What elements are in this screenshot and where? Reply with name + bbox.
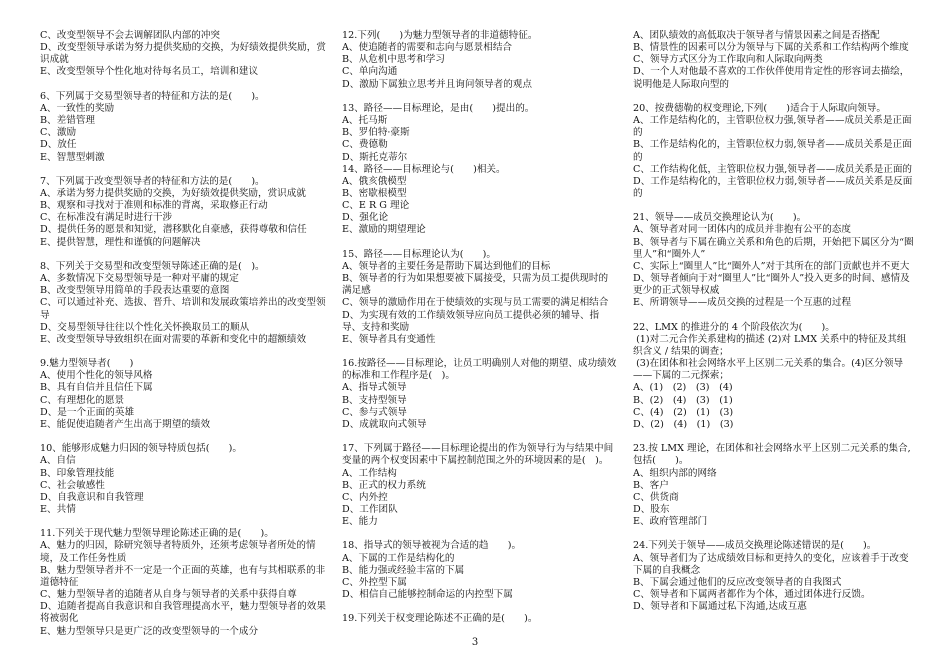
- text-line: C、实际上“圈里人”比“圈外人”对于其所在的部门贡献也并不更大: [633, 260, 910, 272]
- blank-line: [40, 164, 332, 176]
- blank-line: [633, 91, 916, 103]
- text-line: 11.下列关于现代魅力型领导理论陈述正确的是( )。: [40, 528, 274, 540]
- blank-line: [342, 237, 617, 249]
- blank-line: [633, 310, 916, 322]
- text-line: 13、路径——目标理论，是由( )提出的。: [342, 102, 535, 114]
- text-line: A、承诺为努力提供奖励的交换，为好绩效提供奖励，赏识成就: [40, 188, 306, 199]
- text-line: B、观察和寻找对于准则和标准的背离，采取修正行动: [40, 200, 268, 212]
- text-line: 24.下列关于领导——成员交换理论陈述错误的是( )。: [633, 540, 877, 552]
- text-line: 14、路径——目标理论与( )相关。: [342, 163, 506, 175]
- text-line: D、放任: [40, 139, 77, 151]
- text-line: E、魅力型领导只是更广泛的改变型领导的一个成分: [40, 625, 259, 637]
- text-line: C、魅力型领导者的追随者从自身与领导者的关系中获得自尊: [40, 589, 297, 601]
- right-column: [633, 30, 916, 613]
- text-line: D、自我意识和自我管理: [40, 491, 144, 503]
- text-line: 9.魅力型领导者( ): [40, 358, 134, 370]
- text-line: 8、下列关于交易型和改变型领导陈述正确的是( )。: [40, 260, 265, 272]
- text-line: 19.下列关于权变理论陈述不正确的是( )。: [342, 613, 538, 625]
- text-line: C、参与式领导: [342, 406, 407, 418]
- text-line: C、激励: [40, 127, 77, 139]
- text-line: (3)在团体和社会网络水平上区别二元关系的集合。(4)区分领导——下属的二元探索；: [633, 358, 904, 382]
- text-line: D、交易型领导往往以个性化关怀换取员工的顺从: [40, 321, 250, 333]
- text-line: C、有理想化的愿景: [40, 394, 125, 406]
- text-line: D、为实现有效的工作绩效领导应向员工提供必须的辅导、指导、支持和奖励: [342, 309, 600, 333]
- text-line: D、一个人对他最不喜欢的工作伙伴使用肯定性的形容词去描绘，说明他是人际取向型的: [633, 66, 910, 90]
- text-line: C、社会敏感性: [40, 479, 105, 491]
- text-line: D、改变型领导承诺为努力提供奖励的交换，为好绩效提供奖励，赏识成就: [40, 42, 326, 66]
- middle-column: [342, 30, 617, 626]
- text-line: B、领导者与下属在确立关系和角色的后期，开始把下属区分为“圈里人”和“圈外人”: [633, 236, 914, 260]
- text-line: B、罗伯特·豪斯: [342, 127, 410, 139]
- blank-line: [40, 249, 332, 261]
- text-line: B、密歇根模型: [342, 188, 407, 200]
- text-line: B、从危机中思考和学习: [342, 54, 445, 66]
- text-line: A、工作结构: [342, 467, 397, 479]
- text-line: D、股东: [633, 504, 670, 516]
- text-line: A、自信: [40, 455, 76, 467]
- text-line: C、改变型领导不会去调解团队内部的冲突: [40, 30, 221, 41]
- text-line: A、一致性的奖励: [40, 102, 115, 114]
- text-line: D、相信自己能够控制命运的内控型下属: [342, 589, 513, 601]
- text-line: C、领导方式区分为工作取向和人际取向两类: [633, 54, 823, 66]
- text-line: 10、能够形成魅力归因的领导特质包括( )。: [40, 443, 242, 455]
- text-line: 18、指导式的领导被视为合适的趋 )。: [342, 540, 522, 552]
- text-line: D、追随者提高自我意识和自我管理提高水平，魅力型领导者的效果将被弱化: [40, 601, 326, 625]
- text-line: D、工作团队: [342, 504, 398, 516]
- text-line: B、支持型领导: [342, 394, 407, 406]
- text-line: A、下属的工作是结构化的: [342, 552, 455, 564]
- text-line: B、情景性的因素可以分为领导与下属的关系和工作结构两个维度: [633, 42, 909, 54]
- text-line: C、费德勒: [342, 139, 388, 151]
- text-line: D、强化论: [342, 212, 389, 224]
- text-line: 12.下列( )为魅力型领导者的非道德特征。: [342, 30, 538, 41]
- text-line: 7、下列属于改变型领导者的特征和方法的是( )。: [40, 175, 265, 187]
- text-line: A、托马斯: [342, 115, 388, 127]
- text-line: C、工作结构化低，主管职位权力强,领导者——成员关系是正面的: [633, 163, 913, 175]
- left-column: [40, 30, 332, 638]
- text-line: A、领导者的主要任务是帮助下属达到他们的目标: [342, 260, 551, 272]
- text-line: B、具有自信并且信任下属: [40, 382, 153, 394]
- text-line: E、政府管理部门: [633, 516, 708, 528]
- text-line: B、(2) (4) (3) (1): [633, 394, 733, 406]
- text-line: A、团队绩效的高低取决于领导者与情景因素之间是否搭配: [633, 30, 880, 41]
- text-line: B、正式的权力系统: [342, 479, 426, 491]
- text-line: C、(4) (2) (1) (3): [633, 406, 734, 418]
- text-line: E、激励的期望理论: [342, 224, 426, 236]
- text-line: E、改变型领导导致组织在面对需要的革新和变化中的超额绩效: [40, 333, 307, 345]
- text-line: B、工作是结构化的，主管职位权力弱,领导者——成员关系是正面的: [633, 139, 912, 163]
- blank-line: [342, 346, 617, 358]
- text-line: B、魅力型领导者并不一定是一个正面的英雄，也有与其相联系的非道德特征: [40, 564, 326, 588]
- blank-line: [40, 516, 332, 528]
- text-line: A、工作是结构化的，主管职位权力强,领导者——成员关系是正面的: [633, 115, 912, 139]
- text-line: E、领导者具有变通性: [342, 333, 436, 345]
- blank-line: [342, 601, 617, 613]
- text-line: E、共情: [40, 504, 76, 516]
- text-line: 16.按路径——目标理论，让员工明确别人对他的期望、成功绩效的标准和工作程序是( )。: [342, 358, 617, 382]
- text-line: C、供货商: [633, 491, 679, 503]
- blank-line: [342, 528, 617, 540]
- text-line: A、领导者们为了达成绩效目标和更持久的变化，应该着手于改变下属的自我概念: [633, 552, 909, 576]
- text-line: E、提供智慧，理性和谨慎的问题解决: [40, 236, 201, 248]
- text-line: C、外控型下属: [342, 576, 407, 588]
- text-line: D、是一个正面的英雄: [40, 406, 135, 418]
- text-line: D、激励下属独立思考并且询问领导者的观点: [342, 78, 532, 90]
- text-line: E、改变型领导个性化地对待每名员工，培训和建议: [40, 66, 259, 78]
- page-number: 3: [471, 637, 479, 648]
- text-line: B、客户: [633, 479, 669, 491]
- text-line: D、提供任务的愿景和知觉，潜移默化自豪感，获得尊敬和信任: [40, 224, 307, 236]
- text-line: C、内外控: [342, 491, 388, 503]
- text-line: B、差错管理: [40, 115, 96, 127]
- text-line: A、使追随者的需要和志向与愿景相结合: [342, 42, 513, 54]
- blank-line: [40, 79, 332, 91]
- text-line: A、使用个性化的领导风格: [40, 370, 153, 382]
- blank-line: [40, 346, 332, 358]
- blank-line: [633, 200, 916, 212]
- text-line: C、在标准没有满足时进行干涉: [40, 212, 173, 224]
- text-line: A、领导者对同一团体内的成员并非抱有公平的态度: [633, 224, 851, 236]
- text-line: 22、LMX 的推进分的 4 个阶段依次为( )。: [633, 321, 835, 333]
- text-line: B、改变型领导用简单的手段表达重要的意图: [40, 285, 230, 297]
- text-line: A、俄亥俄模型: [342, 175, 407, 187]
- text-line: 6、下列属于交易型领导者的特征和方法的是( )。: [40, 90, 265, 102]
- text-line: A、(1) (2) (3) (4): [633, 382, 733, 394]
- text-line: 17、下列属于路径——目标理论提出的作为领导行为与结果中间变量的两个权变因素中下属控制范围之外的环境因素的是( )。: [342, 443, 614, 467]
- blank-line: [633, 431, 916, 443]
- blank-line: [633, 528, 916, 540]
- text-line: 23.按 LMX 理论，在团体和社会网络水平上区别二元关系的集合,包括( )。: [633, 443, 911, 467]
- text-line: C、领导者和下属两者都作为个体，通过团体进行反馈。: [633, 589, 871, 601]
- text-line: D、工作是结构化的，主管职位权力弱,领导者——成员关系是反面的: [633, 175, 913, 200]
- text-line: C、E R G 理论: [342, 200, 410, 212]
- text-line: C、领导的激励作用在于使绩效的实现与员工需要的满足相结合: [342, 297, 609, 309]
- blank-line: [342, 91, 617, 103]
- text-line: B、领导者的行为如果想要被下属接受，只需为员工提供现时的满足感: [342, 273, 609, 297]
- text-line: D、成就取向式领导: [342, 418, 427, 430]
- text-line: A、指导式领导: [342, 382, 407, 394]
- text-line: C、可以通过补充、选拔、晋升、培训和发展政策培养出的改变型领导: [40, 297, 326, 321]
- text-line: D、(2) (4) (1) (3): [633, 418, 734, 430]
- text-line: 21、领导——成员交换理论认为( )。: [633, 212, 807, 224]
- text-line: E、智慧型刺激: [40, 151, 105, 163]
- text-line: A、组织内部的网络: [633, 467, 717, 479]
- text-line: B、能力强或经验丰富的下属: [342, 564, 465, 576]
- text-line: D、领导者倾向于对“圈里人”比“圈外人”投入更多的时间、感情及更少的正式领导权威: [633, 273, 910, 297]
- text-line: B、印象管理技能: [40, 467, 115, 479]
- text-line: E、能力: [342, 516, 378, 528]
- text-line: E、所谓领导——成员交换的过程是一个互惠的过程: [633, 297, 852, 309]
- text-line: A、多数情况下交易型领导是一种对平庸的规定: [40, 273, 239, 285]
- text-line: A、魅力的归因，除研究领导者特质外，还须考虑领导者所处的情境，及工作任务性质: [40, 540, 316, 564]
- text-line: 20、按费德勒的权变理论,下列( )适合于人际取向领导。: [633, 102, 886, 114]
- text-line: (1)对二元合作关系建构的描述 (2)对 LMX 关系中的特征及其组织含义 / 结果的调查；: [633, 333, 907, 358]
- text-line: C、单向沟通: [342, 66, 398, 78]
- blank-line: [40, 431, 332, 443]
- text-line: 15、路径——目标理论认为( )。: [342, 248, 497, 260]
- blank-line: [342, 431, 617, 443]
- text-line: E、能促使追随者产生出高于期望的绩效: [40, 418, 211, 430]
- text-line: D、斯托克蒂尔: [342, 151, 408, 163]
- text-line: B、下属会通过他们的反应改变领导者的自我图式: [633, 576, 842, 588]
- text-line: D、领导者和下属通过私下沟通,达成互惠: [633, 601, 807, 613]
